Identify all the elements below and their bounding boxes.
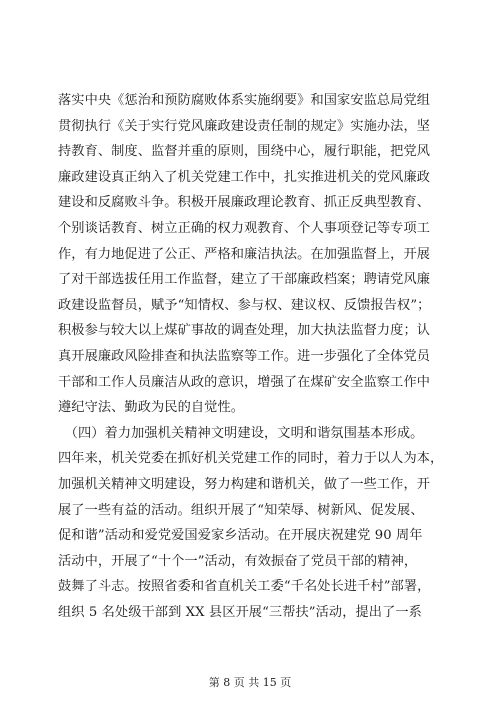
- body-text: [58, 88, 444, 625]
- text-line: 促和谐”活动和爱党爱国爱家乡活动。在开展庆祝建党 90 周年: [58, 528, 423, 544]
- page-footer: 第 8 页 共 15 页: [208, 676, 292, 689]
- text-line: 持教育、制度、监督并重的原则，围绕中心，履行职能，把党风: [58, 144, 431, 160]
- text-line: 作，有力地促进了公正、严格和廉洁执法。在加强监督上，开展: [58, 246, 431, 262]
- text-line: 个别谈话教育、树立正确的权力观教育、个人事项登记等专项工: [58, 220, 431, 236]
- text-line: 建设和反腐败斗争。积极开展廉政理论教育、抓正反典型教育、: [58, 195, 431, 211]
- text-line: 加强机关精神文明建设，努力构建和谐机关，做了一些工作，开: [58, 476, 431, 492]
- text-line: 活动中，开展了“十个一”活动，有效振奋了党员干部的精神，: [58, 553, 418, 569]
- text-line: 四年来，机关党委在抓好机关党建工作的同时，着力于以人为本，: [58, 451, 444, 467]
- text-line: 遵纪守法、勤政为民的自觉性。: [58, 400, 245, 416]
- text-line: 政建设监督员，赋予“知情权、参与权、建议权、反馈报告权”；: [58, 297, 431, 313]
- text-line: 了对干部选拔任用工作监督，建立了干部廉政档案；聘请党风廉: [58, 272, 431, 288]
- text-line: 真开展廉政风险排查和执法监察等工作。进一步强化了全体党员: [58, 348, 431, 364]
- text-line: 贯彻执行《关于实行党风廉政建设责任制的规定》实施办法，坚: [58, 118, 431, 134]
- text-line: 落实中央《惩治和预防腐败体系实施纲要》和国家安监总局党组: [58, 93, 431, 108]
- text-line: 组织 5 名处级干部到 XX 县区开展“三帮扶”活动，提出了一系: [58, 604, 422, 620]
- section-heading-line: （四）着力加强机关精神文明建设，文明和谐氛围基本形成。: [58, 425, 424, 441]
- text-line: 展了一些有益的活动。组织开展了“知荣辱、树新风、促发展、: [58, 502, 424, 518]
- text-line: 鼓舞了斗志。按照省委和省直机关工委“千名处长进千村”部署，: [58, 579, 431, 595]
- text-line: 积极参与较大以上煤矿事故的调查处理，加大执法监督力度；认: [58, 323, 431, 339]
- text-line: 廉政建设真正纳入了机关党建工作中，扎实推进机关的党风廉政: [58, 169, 431, 185]
- text-line: 干部和工作人员廉洁从政的意识，增强了在煤矿安全监察工作中: [58, 374, 431, 390]
